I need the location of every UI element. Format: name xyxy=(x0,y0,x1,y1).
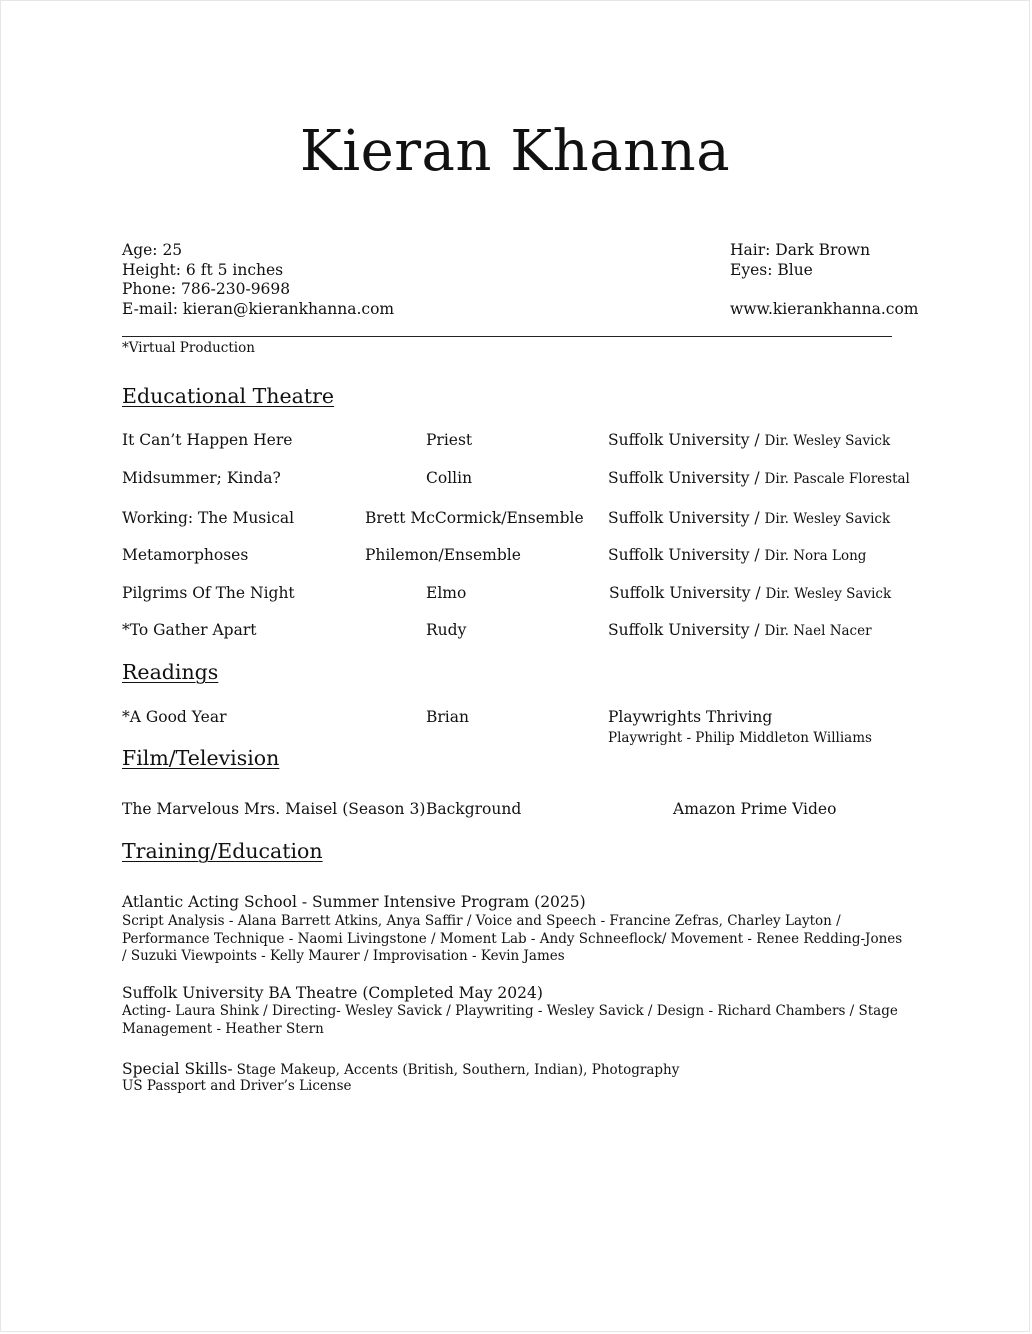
credit-venue xyxy=(608,509,890,527)
director: Dir. Wesley Savick xyxy=(764,433,891,449)
credit-title: Midsummer; Kinda? xyxy=(122,469,281,487)
credit-venue xyxy=(608,621,872,639)
training-details: Acting- Laura Shink / Directing- Wesley Savick / Playwriting - Wesley Savick / Design - Richard Chambers / Stage Management - Heather Stern xyxy=(122,1003,898,1037)
credit-role: Philemon/Ensemble xyxy=(365,546,521,564)
credit-role: Brett McCormick/Ensemble xyxy=(365,509,584,527)
info-spacer xyxy=(730,280,919,300)
credit-venue xyxy=(608,431,890,449)
special-skills-label: Special Skills- xyxy=(122,1060,233,1078)
credit-role: Elmo xyxy=(426,584,467,602)
license-info: US Passport and Driver’s License xyxy=(122,1078,352,1094)
eyes: Eyes: Blue xyxy=(730,260,813,279)
credit-venue: Amazon Prime Video xyxy=(673,800,837,818)
special-skills-list: Stage Makeup, Accents (British, Southern, Indian), Photography xyxy=(236,1062,680,1078)
credit-title: Metamorphoses xyxy=(122,546,249,564)
credit-title: The Marvelous Mrs. Maisel (Season 3) xyxy=(122,800,426,818)
director: Dir. Wesley Savick xyxy=(764,511,891,527)
email: E-mail: kieran@kierankhanna.com xyxy=(122,299,395,318)
info-left xyxy=(122,241,394,319)
training-education-heading: Training/Education xyxy=(122,839,323,863)
phone: Phone: 786-230-9698 xyxy=(122,280,291,298)
credit-venue xyxy=(609,584,891,602)
credit-title: It Can’t Happen Here xyxy=(122,431,293,449)
venue-name: Suffolk University / xyxy=(608,431,760,449)
playwright-credit: Playwright - Philip Middleton Williams xyxy=(608,730,872,746)
special-skills xyxy=(122,1059,679,1080)
info-right xyxy=(730,241,919,319)
age: Age: 25 xyxy=(122,241,183,259)
credit-role: Rudy xyxy=(426,621,467,639)
readings-heading: Readings xyxy=(122,660,219,684)
credit-role: Brian xyxy=(426,708,469,726)
height: Height: 6 ft 5 inches xyxy=(122,260,284,279)
credit-role: Background xyxy=(426,800,522,818)
director: Dir. Wesley Savick xyxy=(765,586,892,602)
credit-venue: Playwrights Thriving xyxy=(608,708,773,726)
venue-name: Suffolk University / xyxy=(608,546,760,564)
credit-title: Working: The Musical xyxy=(122,509,295,527)
credit-venue xyxy=(608,546,866,564)
virtual-production-note: *Virtual Production xyxy=(122,340,255,356)
training-details: Script Analysis - Alana Barrett Atkins, Anya Saffir / Voice and Speech - Francine Zefras, Charley Layton / Performance Technique - Naomi Livingstone / Moment Lab - Andy Schneeflock/ Movement - Renee Redding-Jones / Suzuki Viewpoints - Kelly Maurer / Improvisation - Kevin James xyxy=(122,913,903,964)
venue-name: Suffolk University / xyxy=(609,584,761,602)
credit-title: *To Gather Apart xyxy=(122,621,257,639)
header-divider xyxy=(122,336,892,337)
venue-name: Suffolk University / xyxy=(608,509,760,527)
website: www.kierankhanna.com xyxy=(730,299,919,318)
director: Dir. Pascale Florestal xyxy=(764,471,910,487)
credit-role: Collin xyxy=(426,469,473,487)
venue-name: Suffolk University / xyxy=(608,621,760,639)
credit-venue xyxy=(608,469,910,487)
film-television-heading: Film/Television xyxy=(122,746,280,770)
director: Dir. Nael Nacer xyxy=(764,623,872,639)
venue-name: Suffolk University / xyxy=(608,469,760,487)
hair: Hair: Dark Brown xyxy=(730,241,871,259)
credit-role: Priest xyxy=(426,431,473,449)
director: Dir. Nora Long xyxy=(764,548,867,564)
training-title: Atlantic Acting School - Summer Intensive Program (2025) xyxy=(122,893,586,911)
resume-name: Kieran Khanna xyxy=(299,119,731,184)
educational-theatre-heading: Educational Theatre xyxy=(122,384,335,408)
credit-title: Pilgrims Of The Night xyxy=(122,584,295,602)
credit-title: *A Good Year xyxy=(122,708,227,726)
training-title: Suffolk University BA Theatre (Completed May 2024) xyxy=(122,984,543,1002)
